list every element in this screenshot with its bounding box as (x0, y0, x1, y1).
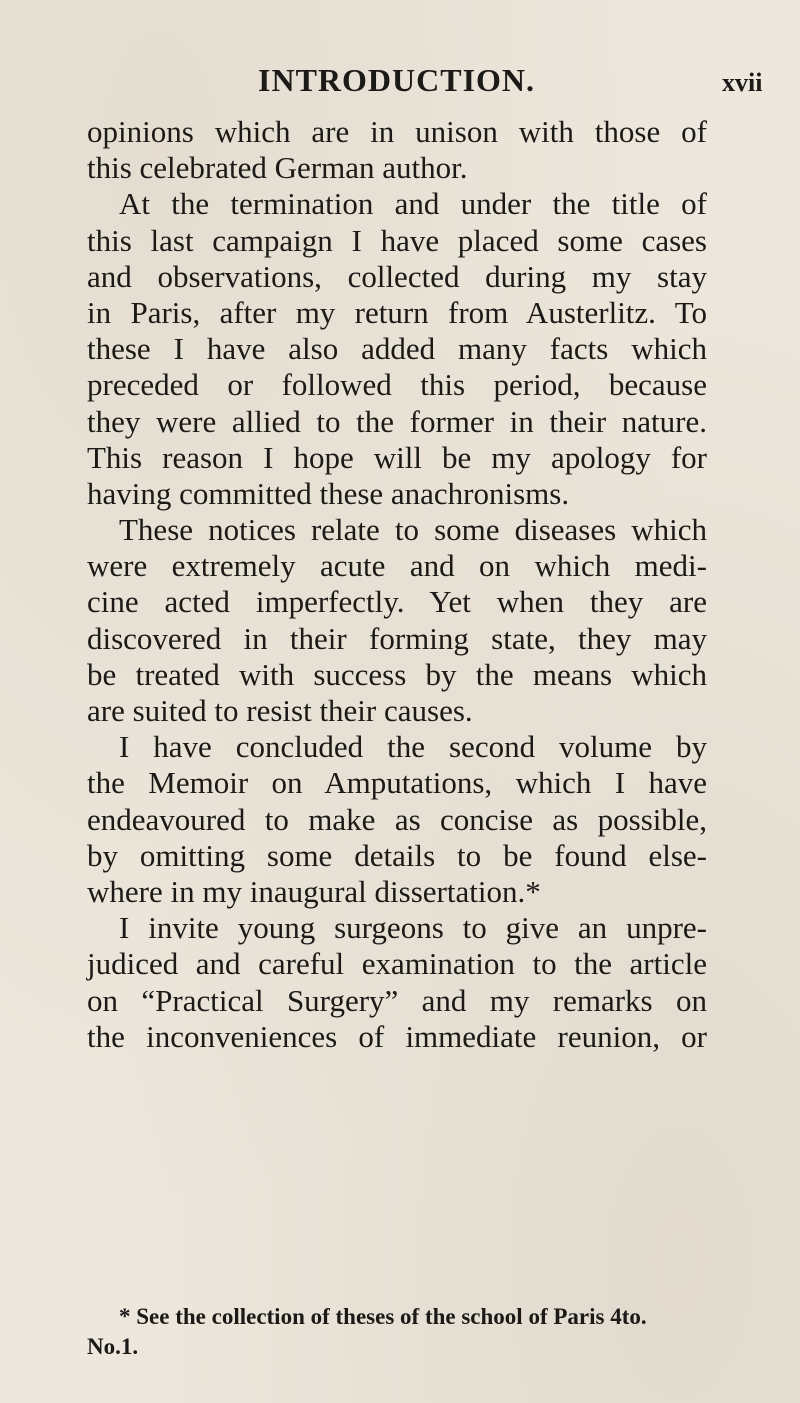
text-line: and observations, collected during my stay (87, 258, 707, 294)
text-line: endeavoured to make as concise as possible, (87, 801, 707, 837)
body-text (87, 114, 707, 1055)
text-line: these I have also added many facts which (87, 331, 707, 367)
page-number: xvii (722, 68, 763, 97)
text-line: the inconveniences of immediate reunion, or (87, 1018, 707, 1054)
footnote (87, 1302, 707, 1362)
text-line: the Memoir on Amputations, which I have (87, 765, 707, 801)
text-line: having committed these anachronisms. (87, 475, 570, 511)
text-line: I invite young surgeons to give an unpre- (119, 910, 707, 946)
text-line: be treated with success by the means which (87, 656, 707, 692)
text-line: they were allied to the former in their nature. (87, 403, 707, 439)
text-line: At the termination and under the title of (119, 186, 707, 222)
text-line: this celebrated German author. (87, 150, 468, 186)
text-line: These notices relate to some diseases which (119, 512, 707, 548)
text-line: preceded or followed this period, because (87, 367, 707, 403)
running-head: INTRODUCTION. (258, 62, 536, 98)
footnote-line: * See the collection of theses of the school of Paris 4to. (119, 1304, 647, 1329)
text-line: this last campaign I have placed some cases (87, 222, 707, 258)
footnote-line: No.1. (87, 1334, 139, 1359)
text-line: cine acted imperfectly. Yet when they are (87, 584, 707, 620)
text-line: are suited to resist their causes. (87, 693, 473, 728)
text-line: opinions which are in unison with those of (87, 114, 707, 149)
page-header (0, 62, 800, 102)
text-line: were extremely acute and on which medi- (87, 548, 707, 584)
text-line: This reason I hope will be my apology for (87, 439, 707, 475)
text-line: discovered in their forming state, they may (87, 620, 707, 656)
text-line: on “Practical Surgery” and my remarks on (87, 982, 707, 1018)
text-line: I have concluded the second volume by (119, 729, 707, 765)
text-line: judiced and careful examination to the article (87, 946, 707, 982)
text-line: by omitting some details to be found else- (87, 837, 707, 873)
text-line: in Paris, after my return from Austerlitz. To (87, 294, 707, 330)
text-line: where in my inaugural dissertation.* (87, 873, 541, 909)
